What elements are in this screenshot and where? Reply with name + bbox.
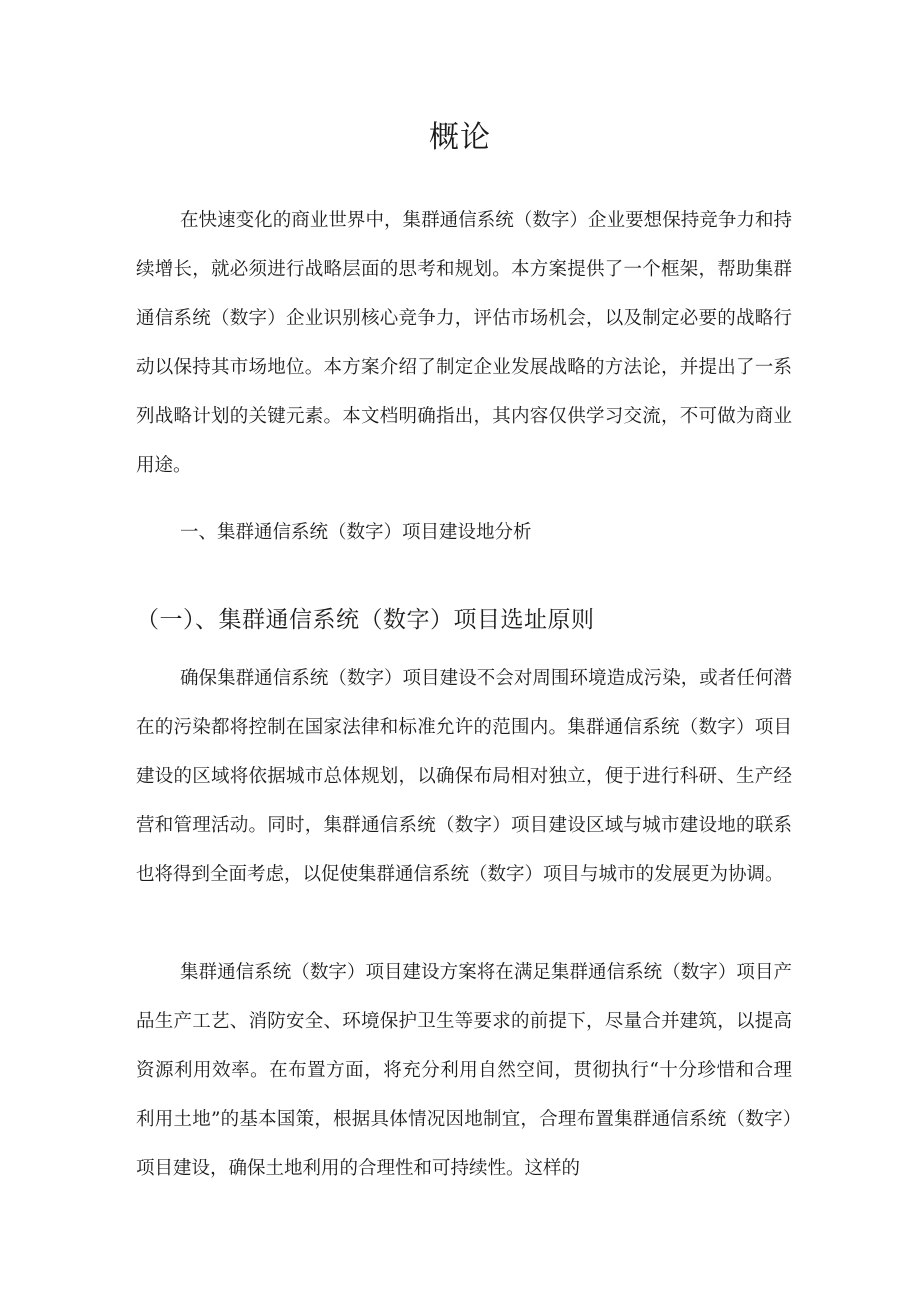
body-paragraph-1: 确保集群通信系统（数字）项目建设不会对周围环境造成污染，或者任何潜在的污染都将控制在国家法律和标准允许的范围内。集群通信系统（数字）项目建设的区域将依据城市总体规划，以确保布局相对独立，便于进行科研、生产经营和管理活动。同时，集群通信系统（数字）项目建设区域与城市建设地的联系也将得到全面考虑，以促使集群通信系统（数字）项目与城市的发展更为协调。	[136, 668, 792, 885]
subsection-heading: （一）、集群通信系统（数字）项目选址原则	[136, 607, 595, 633]
body-paragraph-2: 集群通信系统（数字）项目建设方案将在满足集群通信系统（数字）项目产品生产工艺、消防安全、环境保护卫生等要求的前提下，尽量合并建筑，以提高资源利用效率。在布置方面，将充分利用自然空间，贯彻执行“十分珍惜和合理利用土地”的基本国策，根据具体情况因地制宜，合理布置集群通信系统（数字）项目建设，确保土地利用的合理性和可持续性。这样的	[136, 962, 792, 1179]
intro-paragraph: 在快速变化的商业世界中，集群通信系统（数字）企业要想保持竞争力和持续增长，就必须进行战略层面的思考和规划。本方案提供了一个框架，帮助集群通信系统（数字）企业识别核心竞争力，评估市场机会，以及制定必要的战略行动以保持其市场地位。本方案介绍了制定企业发展战略的方法论，并提出了一系列战略计划的关键元素。本文档明确指出，其内容仅供学习交流，不可做为商业用途。	[136, 210, 792, 476]
section-heading: 一、集群通信系统（数字）项目建设地分析	[180, 522, 532, 543]
document-title: 概论	[429, 120, 491, 155]
